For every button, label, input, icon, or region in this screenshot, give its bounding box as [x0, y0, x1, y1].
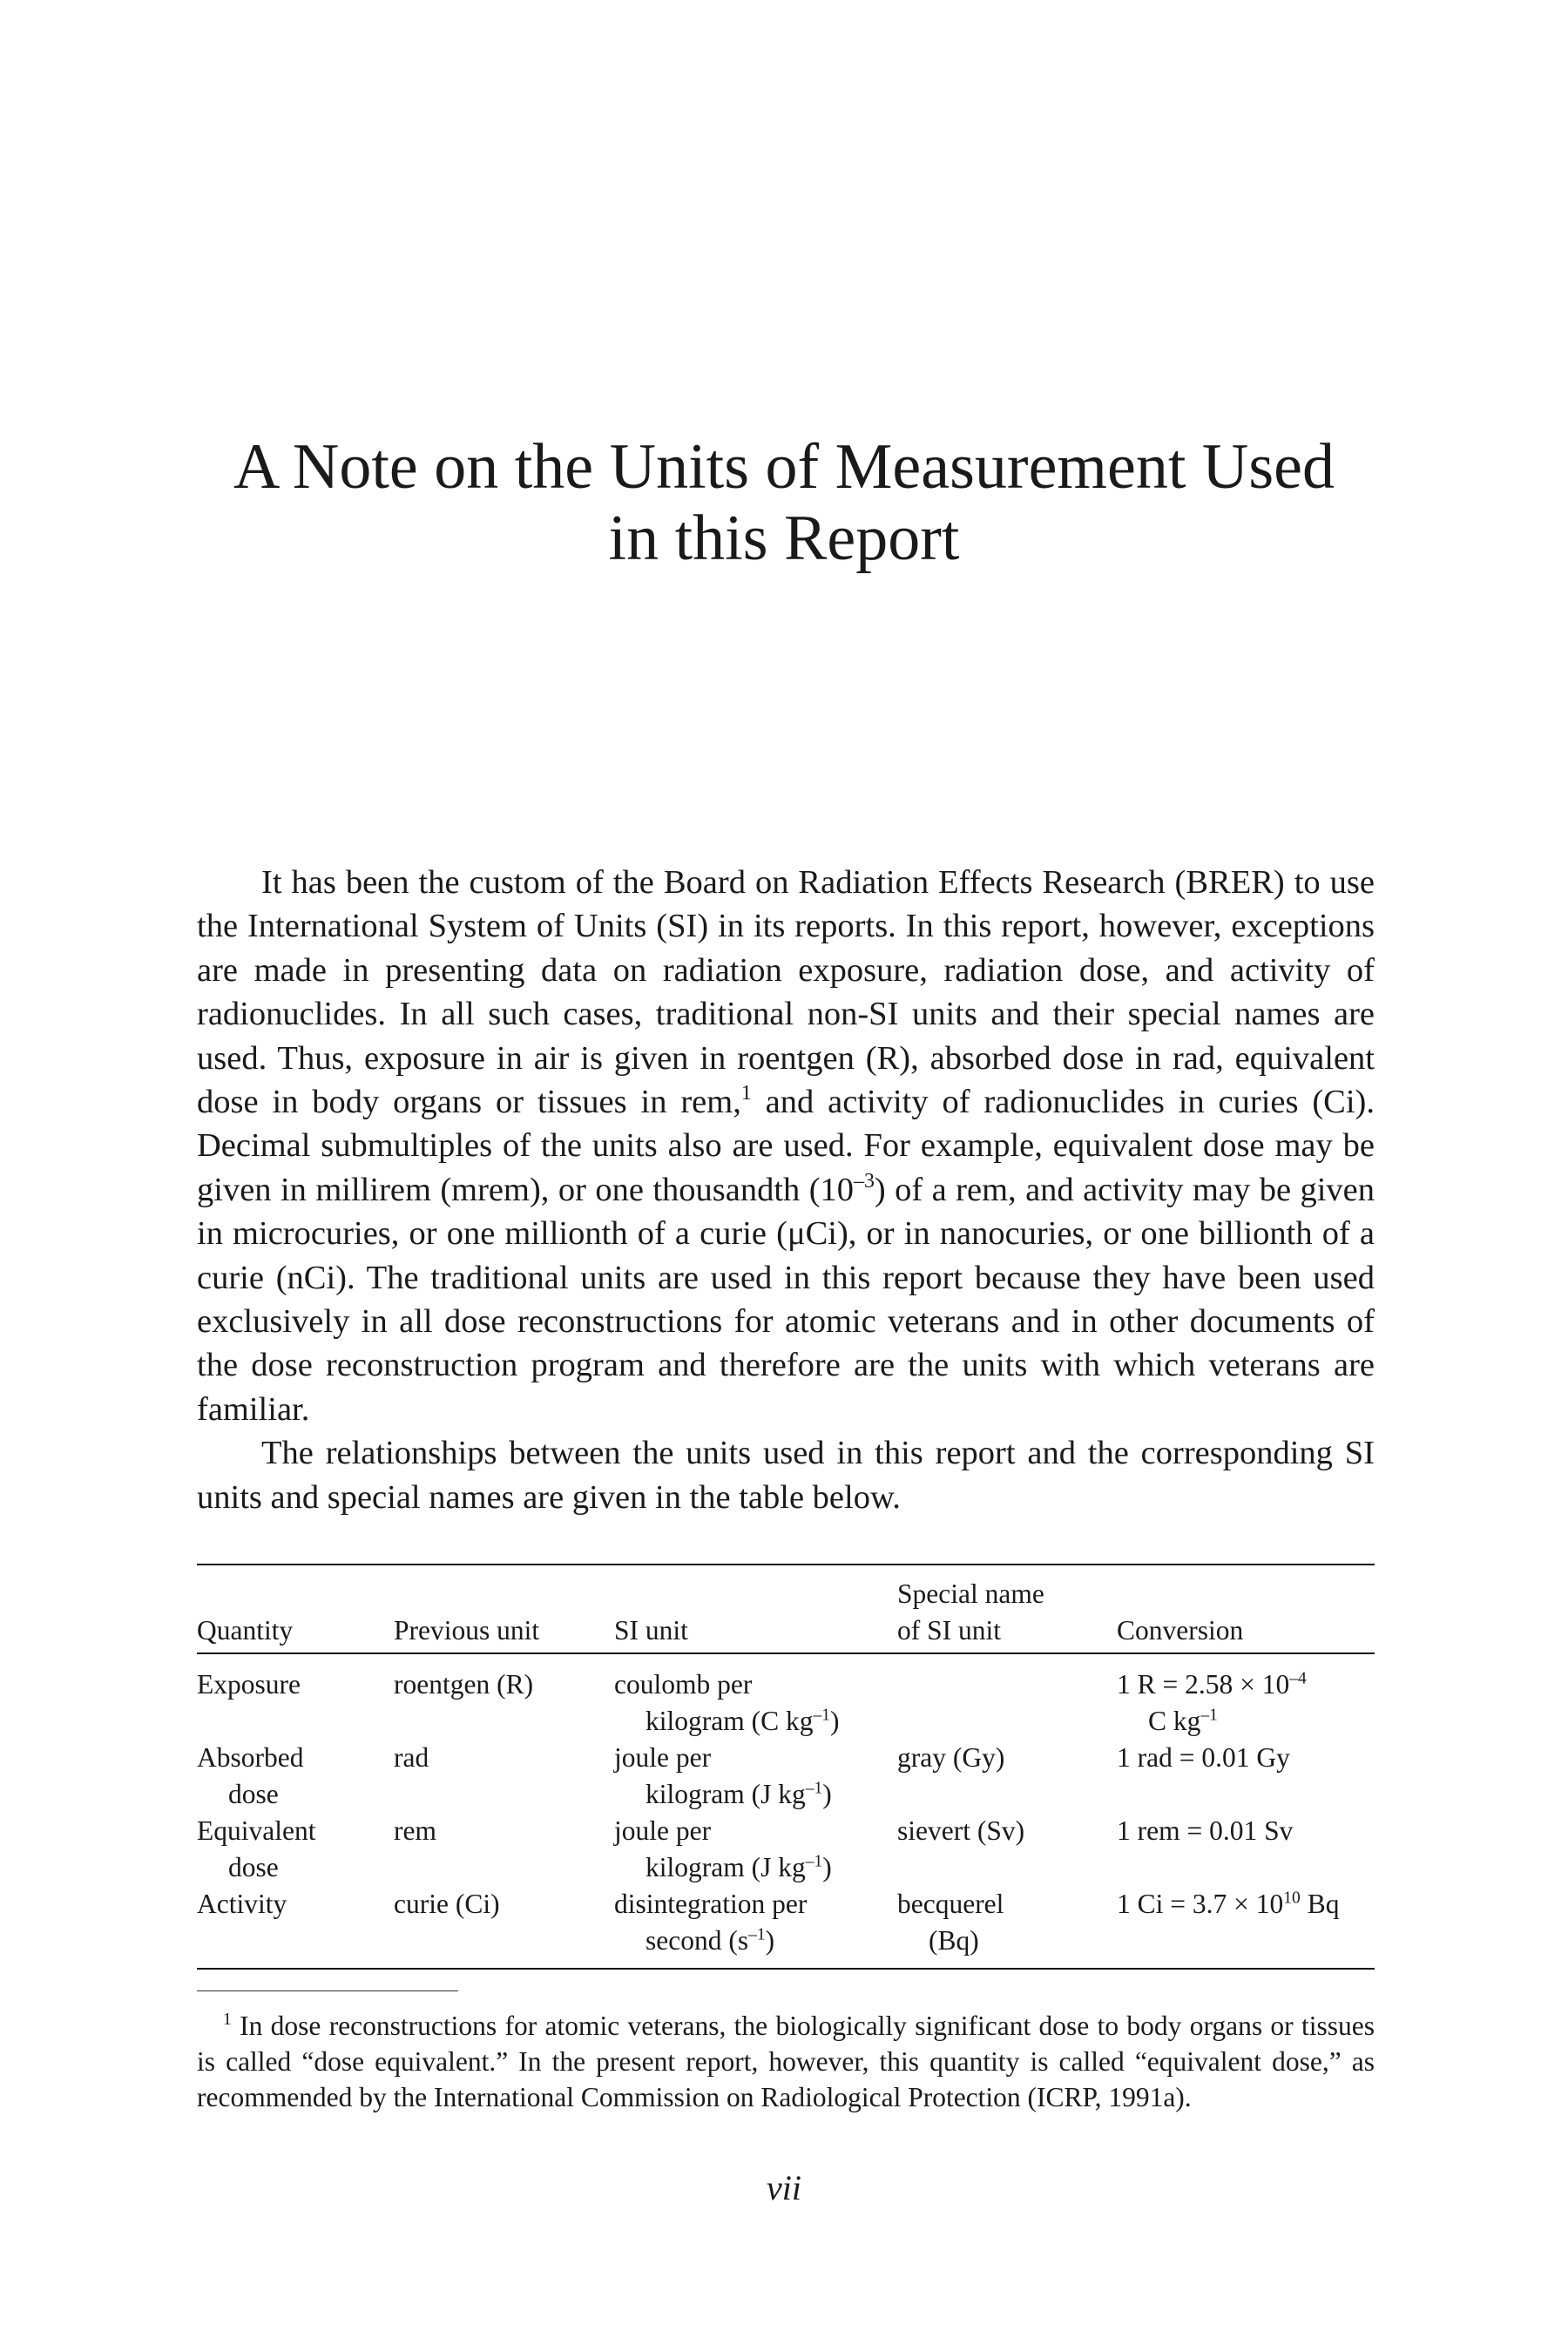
table-header-row: [197, 1565, 1375, 1612]
header-special-name-line-1: Special name: [897, 1565, 1117, 1612]
cell-special-name: sievert (Sv): [897, 1815, 1025, 1846]
cell-si-unit: disintegration per second $(s^{-1})$: [614, 1886, 897, 1969]
page-number: vii: [767, 2168, 801, 2207]
cell-conversion: 1 rem = 0.01 Sv: [1117, 1815, 1294, 1846]
header-special-name-line-2: of SI unit: [897, 1612, 1117, 1653]
page-title-line-1: A Note on the Units of Measurement Used: [233, 431, 1335, 503]
footnote-reference: 1: [740, 1082, 752, 1105]
paragraph-1: [197, 861, 1375, 1431]
table-row: [197, 1740, 1375, 1813]
footnote: [197, 2008, 1375, 2115]
page-title-line-2: in this Report: [608, 503, 960, 574]
cell-conversion: 1 rad = 0.01 Gy: [1117, 1742, 1290, 1773]
cell-special-name: gray (Gy): [897, 1742, 1005, 1773]
units-table: [197, 1564, 1375, 1970]
cell-conversion: 1 $R = 2.58 \times 10^{-4}$ C $kg^{-1}$: [1117, 1669, 1307, 1736]
cell-quantity: Absorbed dose: [197, 1742, 304, 1809]
cell-previous-unit: rad: [394, 1742, 429, 1773]
table-row: [197, 1653, 1375, 1740]
cell-special-name: becquerel (Bq): [897, 1886, 1117, 1969]
cell-previous-unit: curie (Ci): [394, 1886, 614, 1969]
cell-previous-unit: rem: [394, 1815, 436, 1846]
table-row: [197, 1886, 1375, 1969]
footnote-text: In dose reconstructions for atomic veterans, the biologically significant dose to body organs or tissues is called “dose equivalent.” In the present report, however, this quantity is called “equivalent dose,” as recommended by the International Commission on Radiological Protection (ICRP, 1991a).: [197, 2011, 1375, 2112]
paragraph-1-part-b: and activity of radionuclides in curies (Ci). Decimal submultiples of the units also are used. For example, equivalent dose may be given in millirem (mrem), or one thousandth (10: [197, 1084, 1375, 1208]
cell-si-unit: joule per kilogram (J $kg^{-1}$): [614, 1815, 832, 1882]
footnote-divider: [197, 1990, 458, 1991]
cell-special-name: [897, 1653, 1117, 1740]
table-row: [197, 1813, 1375, 1886]
header-si-unit: SI unit: [614, 1612, 897, 1653]
cell-quantity: Equivalent dose: [197, 1815, 316, 1882]
cell-quantity: Activity: [197, 1886, 394, 1969]
header-conversion: Conversion: [1117, 1612, 1375, 1653]
exponent: –3: [854, 1170, 875, 1193]
cell-conversion: 1 $Ci = 3.7 \times 10^{10}$ Bq: [1117, 1886, 1375, 1969]
cell-quantity: Exposure: [197, 1669, 301, 1700]
paragraph-2: The relationships between the units used in this report and the corresponding SI units and special names are given in the table below.: [197, 1435, 1375, 1516]
cell-si-unit: coulomb per kilogram (C $kg^{-1}$): [614, 1669, 840, 1736]
paragraph-1-part-c: ) of a rem, and activity may be given in microcuries, or one millionth of a curie (μCi), or in nanocuries, or one billionth of a curie (nCi). The traditional units are used in this report because they have been used exclusively in all dose reconstructions for atomic veterans and in other documents of the dose reconstruction program and therefore are the units with which veterans are familiar.: [197, 1171, 1375, 1428]
paragraph-1-part-a: It has been the custom of the Board on Radiation Effects Research (BRER) to use the International System of Units (SI) in its reports. In this report, however, exceptions are made in presenting data on radiation exposure, radiation dose, and activity of radionuclides. In all such cases, traditional non-SI units and their special names are used. Thus, exposure in air is given in roentgen (R), absorbed dose in rad, equivalent dose in body organs or tissues in rem,: [197, 864, 1375, 1121]
cell-si-unit: joule per kilogram (J $kg^{-1}$): [614, 1742, 832, 1809]
footnote-marker: 1: [223, 2010, 232, 2029]
header-quantity: Quantity: [197, 1612, 394, 1653]
table-header-row: [197, 1612, 1375, 1653]
cell-previous-unit: roentgen (R): [394, 1669, 534, 1700]
header-previous-unit: Previous unit: [394, 1612, 614, 1653]
body-text: [197, 861, 1375, 1519]
page-title: [0, 431, 1568, 574]
